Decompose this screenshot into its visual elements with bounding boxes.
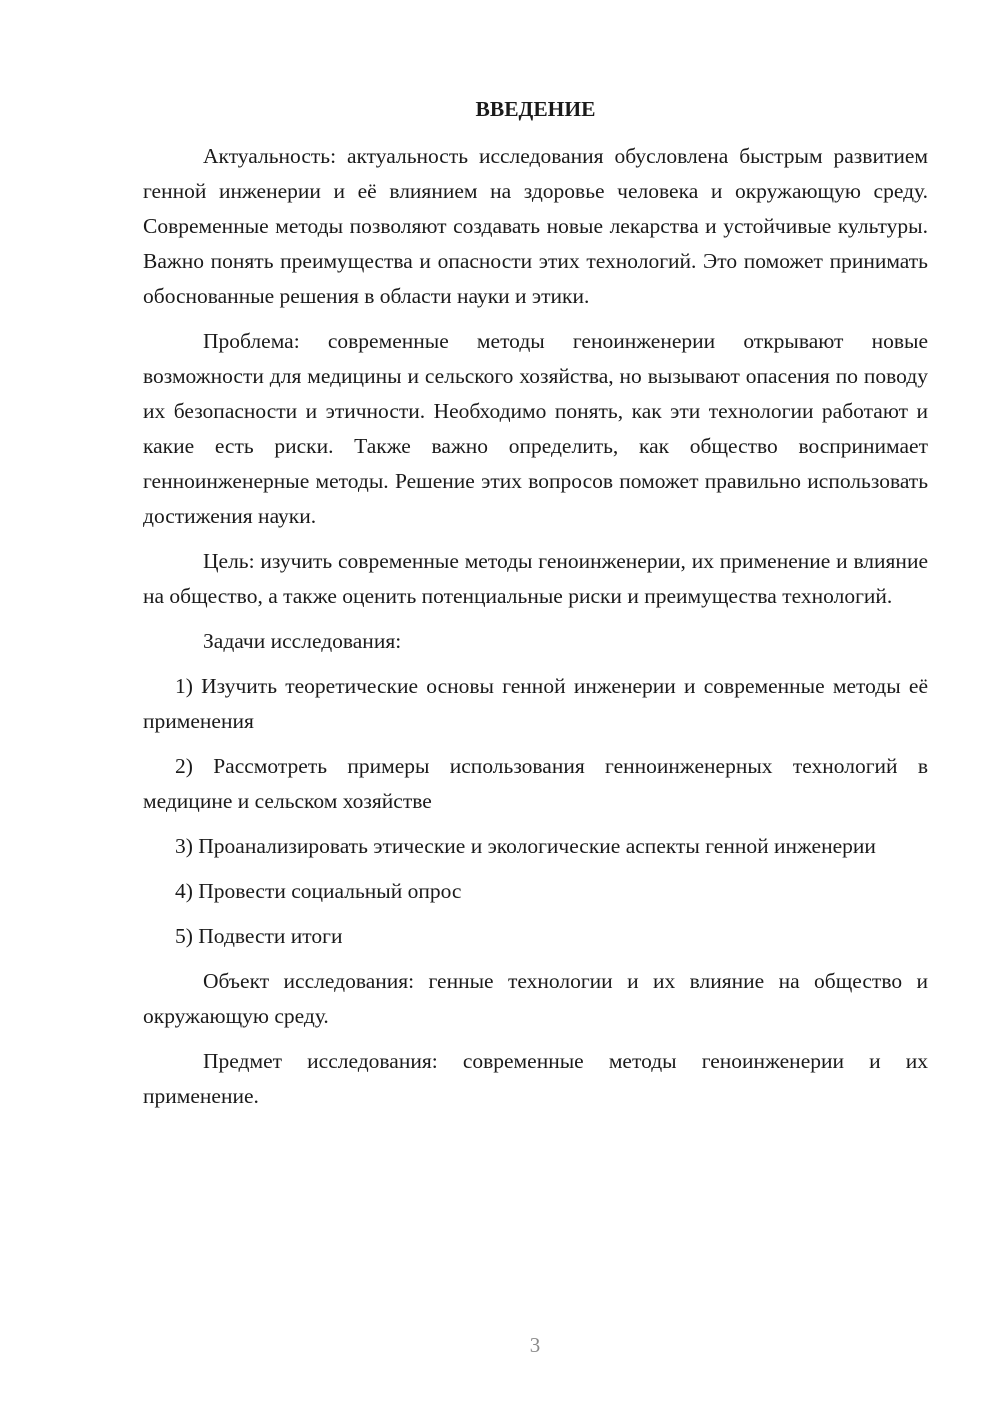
task-item: 2) Рассмотреть примеры использования генноинженерных технологий в медицине и сельском хозяйстве: [143, 754, 928, 813]
paragraph-problem: Проблема: современные методы геноинженерии открывают новые возможности для медицины и сельского хозяйства, но вызывают опасения по поводу их безопасности и этичности. Необходимо понять, как эти технологии работают и какие есть риски. Также важно определить, как общество воспринимает генноинженерные методы. Решение этих вопросов поможет правильно использовать достижения науки.: [143, 329, 928, 528]
task-item: 3) Проанализировать этические и экологические аспекты генной инженерии: [175, 834, 876, 858]
paragraph-object: Объект исследования: генные технологии и их влияние на общество и окружающую среду.: [143, 969, 928, 1028]
document-page: [143, 92, 928, 1114]
paragraph-subject: Предмет исследования: современные методы геноинженерии и их применение.: [143, 1049, 928, 1108]
task-item: 4) Провести социальный опрос: [175, 879, 462, 903]
paragraph-relevance: Актуальность: актуальность исследования обусловлена быстрым развитием генной инженерии и её влиянием на здоровье человека и окружающую среду. Современные методы позволяют создавать новые лекарства и устойчивые культуры. Важно понять преимущества и опасности этих технологий. Это поможет принимать обоснованные решения в области науки и этики.: [143, 144, 928, 308]
task-item: 5) Подвести итоги: [175, 924, 343, 948]
paragraph-goal: Цель: изучить современные методы геноинженерии, их применение и влияние на общество, а также оценить потенциальные риски и преимущества технологий.: [143, 549, 928, 608]
section-title: ВВЕДЕНИЕ: [475, 97, 596, 121]
task-item: 1) Изучить теоретические основы генной инженерии и современные методы её применения: [143, 674, 928, 733]
tasks-heading: Задачи исследования:: [203, 629, 402, 653]
page-number: 3: [529, 1333, 541, 1357]
